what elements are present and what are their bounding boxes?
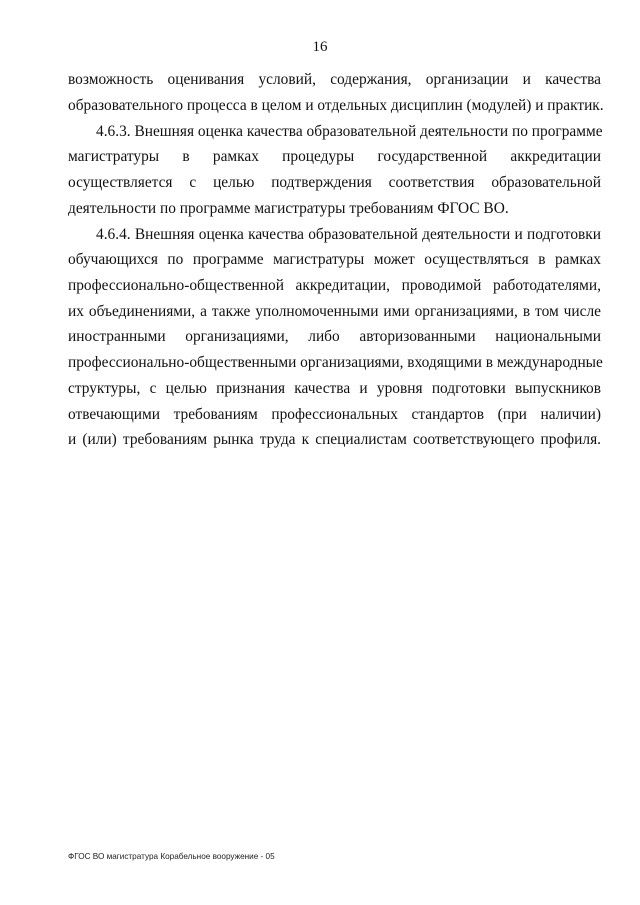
text-line: профессионально-общественными организациями, входящими в международные: [68, 354, 603, 371]
text-line: обучающихся по программе магистратуры может осуществляться в рамках: [68, 251, 601, 268]
text-line: 4.6.3. Внешняя оценка качества образовательной деятельности по программе: [96, 123, 603, 140]
text-line: иностранными организациями, либо авторизованными национальными: [68, 328, 601, 345]
text-line: и (или) требованиям рынка труда к специалистам соответствующего профиля.: [68, 431, 601, 448]
text-line: образовательного процесса в целом и отдельных дисциплин (модулей) и практик.: [68, 97, 604, 114]
text-line: возможность оценивания условий, содержания, организации и качества: [68, 71, 601, 88]
text-line: осуществляется с целью подтверждения соответствия образовательной: [68, 174, 601, 191]
text-line: профессионально-общественной аккредитации, проводимой работодателями,: [68, 277, 601, 294]
text-line: 4.6.4. Внешняя оценка качества образовательной деятельности и подготовки: [96, 226, 601, 243]
text-line: их объединениями, а также уполномоченными ими организациями, в том числе: [68, 303, 601, 320]
footer-note: ФГОС ВО магистратура Корабельное вооружение - 05: [68, 852, 275, 861]
text-line: структуры, с целью признания качества и уровня подготовки выпускников: [68, 380, 601, 397]
text-line: отвечающими требованиям профессиональных стандартов (при наличии): [68, 406, 601, 423]
page-number: 16: [312, 39, 328, 55]
text-line: деятельности по программе магистратуры требованиям ФГОС ВО.: [68, 200, 509, 217]
text-line: магистратуры в рамках процедуры государственной аккредитации: [68, 148, 601, 165]
